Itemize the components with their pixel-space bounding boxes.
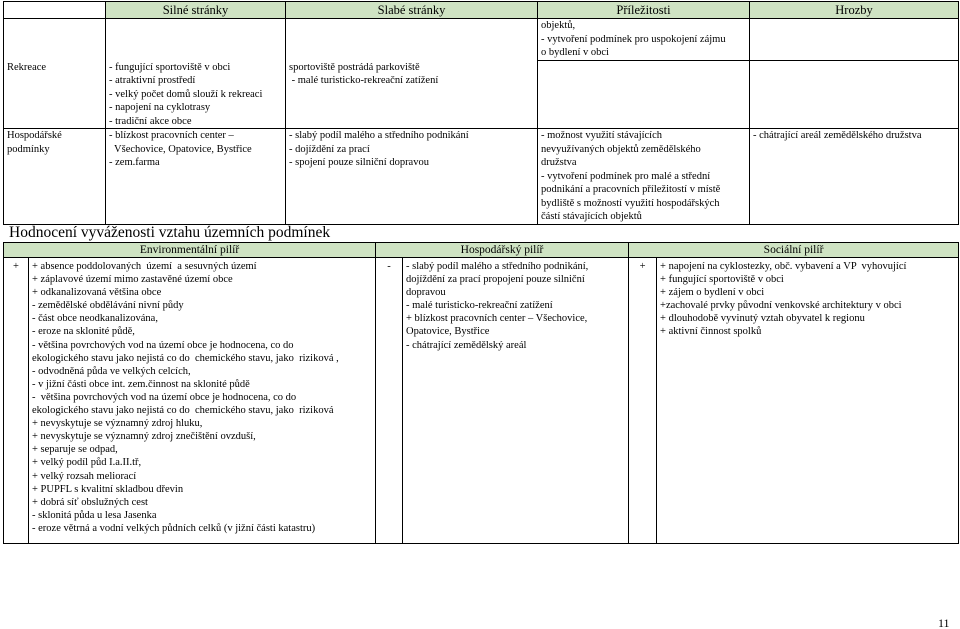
swot-continuation-row bbox=[4, 19, 959, 61]
list-item: bydliště s možností využití hospodářských bbox=[541, 197, 720, 209]
list-item: částí stávajících objektů bbox=[541, 211, 642, 222]
page-number: 11 bbox=[938, 616, 950, 629]
economic-items-cell bbox=[403, 258, 629, 544]
list-item: ekologického stavu jako nejistá co do chemického stavu, jako riziková , bbox=[32, 352, 339, 364]
list-item: Všechovice, Opatovice, Bystřice bbox=[109, 143, 252, 155]
list-item: + velký podíl půd I.a.II.tř, bbox=[32, 457, 142, 469]
list-item: + nevyskytuje se významný zdroj hluku, bbox=[32, 418, 203, 430]
list-item: - fungující sportoviště v obci bbox=[109, 61, 231, 73]
economic-strengths-cell bbox=[106, 129, 286, 225]
environmental-items-cell bbox=[29, 258, 376, 544]
continuation-opportunities-cell bbox=[538, 19, 750, 61]
list-item: - v jižní části obce int. zem.činnost na sklonité půdě bbox=[32, 378, 250, 390]
list-item: - spojení pouze silniční dopravou bbox=[289, 157, 429, 168]
row-label-economic: Hospodářské podmínky bbox=[4, 129, 106, 225]
economic-sign: - bbox=[376, 258, 403, 544]
recreation-strengths-cell bbox=[106, 61, 286, 129]
continuation-line: objektů, bbox=[541, 20, 576, 31]
list-item: - většina povrchových vod na území obce je hodnocena, co do bbox=[32, 391, 297, 403]
list-item: + nevyskytuje se významný zdroj znečištění ovzduší, bbox=[32, 431, 256, 443]
list-item: + velký rozsah meliorací bbox=[32, 470, 137, 482]
pillar-environmental-header: Environmentální pilíř bbox=[4, 243, 376, 258]
pillar-header-row bbox=[4, 243, 959, 258]
balance-table bbox=[3, 242, 959, 544]
list-item: - atraktivní prostředí bbox=[109, 75, 196, 86]
list-item: - blízkost pracovních center – bbox=[109, 130, 234, 141]
list-item: - zem.farma bbox=[109, 157, 160, 168]
swot-header-row bbox=[4, 2, 959, 19]
list-item: + fungující sportoviště v obci bbox=[660, 274, 784, 286]
list-item: + napojení na cyklostezky, obč. vybavení a VP vyhovující bbox=[660, 261, 907, 272]
social-sign: + bbox=[629, 258, 657, 544]
list-item: + separuje se odpad, bbox=[32, 444, 118, 456]
list-item: sportoviště postrádá parkoviště bbox=[289, 61, 420, 73]
recreation-threats-cell bbox=[750, 61, 959, 129]
list-item: - slabý podíl malého a středního podnikání, bbox=[406, 261, 589, 272]
list-item: - malé turisticko-rekreační zatížení bbox=[406, 300, 553, 312]
list-item: - malé turisticko-rekreační zatížení bbox=[289, 75, 439, 86]
list-item: - slabý podíl malého a středního podnikání bbox=[289, 130, 469, 141]
row-label-recreation: Rekreace bbox=[4, 61, 106, 129]
list-item: - většina povrchových vod na území obce je hodnocena, co do bbox=[32, 339, 294, 351]
pillar-social-header: Sociální pilíř bbox=[629, 243, 959, 258]
list-item: + dobrá síť obslužných cest bbox=[32, 496, 148, 508]
pillar-body-row bbox=[4, 258, 959, 544]
list-item: + absence poddolovaných území a sesuvných území bbox=[32, 261, 257, 272]
recreation-weaknesses-cell bbox=[286, 61, 538, 129]
list-item: - sklonitá půda u lesa Jasenka bbox=[32, 509, 157, 521]
list-item: - možnost využití stávajících bbox=[541, 130, 663, 141]
list-item: - velký počet domů slouží k rekreaci bbox=[109, 88, 263, 100]
swot-table bbox=[3, 1, 959, 225]
list-item: - napojení na cyklotrasy bbox=[109, 102, 211, 113]
list-item: Opatovice, Bystřice bbox=[406, 326, 490, 338]
list-item: ekologického stavu jako nejistá co do chemického stavu, jako riziková bbox=[32, 405, 334, 417]
economic-threats-cell bbox=[750, 129, 959, 225]
list-item: - část obce neodkanalizována, bbox=[32, 313, 158, 325]
continuation-line: o bydlení v obci bbox=[541, 47, 609, 58]
list-item: - chátrající zemědělský areál bbox=[406, 339, 527, 351]
list-item: - odvodněná půda ve velkých celcích, bbox=[32, 365, 191, 377]
list-item: - eroze větrná a vodní velkých půdních celků (v jižní části katastru) bbox=[32, 522, 316, 534]
list-item: - eroze na sklonité půdě, bbox=[32, 326, 135, 338]
list-item: + záplavové území mimo zastavěné území obce bbox=[32, 274, 233, 286]
swot-row-economic bbox=[4, 129, 959, 225]
header-weaknesses: Slabé stránky bbox=[286, 2, 538, 19]
list-item: + odkanalizovaná většina obce bbox=[32, 287, 162, 299]
social-items-cell bbox=[657, 258, 959, 544]
list-item: - vytvoření podmínek pro malé a střední bbox=[541, 170, 711, 182]
environmental-sign: + bbox=[4, 258, 29, 544]
list-item: družstva bbox=[541, 157, 577, 168]
list-item: + PUPFL s kvalitní skladbou dřevin bbox=[32, 483, 184, 495]
economic-opportunities-cell bbox=[538, 129, 750, 225]
list-item: + aktivní činnost spolků bbox=[660, 326, 762, 338]
header-strengths: Silné stránky bbox=[106, 2, 286, 19]
list-item: +zachovalé prvky původní venkovské architektury v obci bbox=[660, 300, 902, 312]
list-item: - chátrající areál zemědělského družstva bbox=[753, 130, 922, 141]
header-opportunities: Příležitosti bbox=[538, 2, 750, 19]
list-item: podnikání a pracovních příležitostí v místě bbox=[541, 184, 721, 195]
list-item: + zájem o bydlení v obci bbox=[660, 287, 765, 299]
list-item: - tradiční akce obce bbox=[109, 115, 192, 127]
recreation-opportunities-cell bbox=[538, 61, 750, 129]
pillar-economic-header: Hospodářský pilíř bbox=[376, 243, 629, 258]
header-threats: Hrozby bbox=[750, 2, 959, 19]
list-item: + dlouhodobě vyvinutý vztah obyvatel k regionu bbox=[660, 313, 865, 325]
swot-header-corner bbox=[4, 2, 106, 19]
list-item: dopravou bbox=[406, 287, 446, 299]
list-item: - dojíždění za prací bbox=[289, 143, 370, 155]
list-item: + blízkost pracovních center – Všechovice, bbox=[406, 313, 588, 325]
list-item: nevyužívaných objektů zemědělského bbox=[541, 143, 701, 155]
list-item: - zemědělské obdělávání nivní půdy bbox=[32, 300, 184, 312]
economic-weaknesses-cell bbox=[286, 129, 538, 225]
swot-row-recreation bbox=[4, 61, 959, 129]
section-title: Hodnocení vyváženosti vztahu územních podmínek bbox=[9, 224, 331, 241]
continuation-line: - vytvoření podmínek pro uspokojení zájmu bbox=[541, 33, 726, 45]
list-item: dojíždění za prací propojení pouze silniční bbox=[406, 274, 585, 286]
